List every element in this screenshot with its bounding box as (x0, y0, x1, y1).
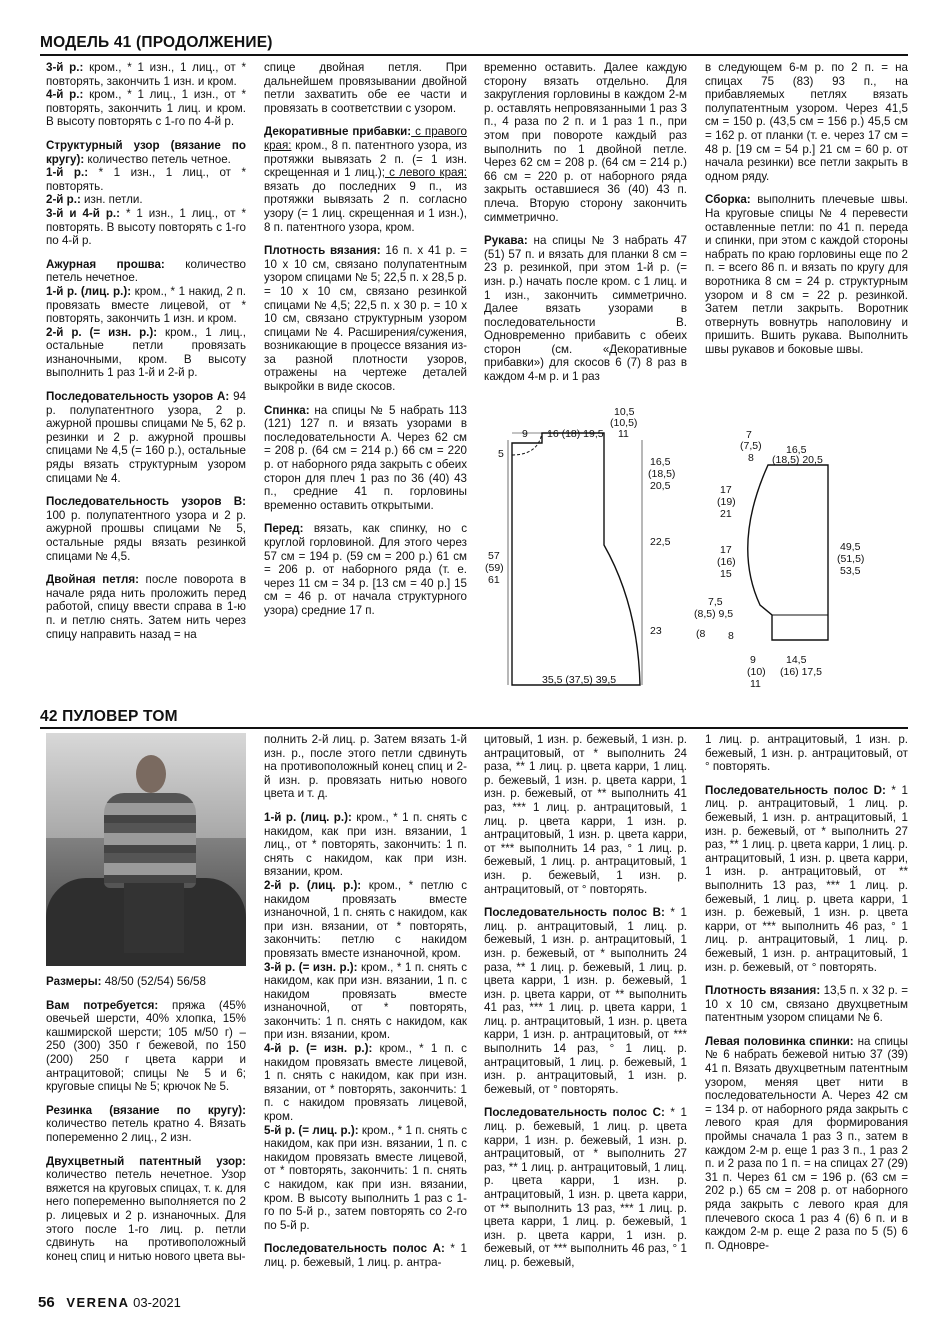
dim-53-5: 53,5 (840, 565, 861, 577)
page-title-model42: 42 ПУЛОВЕР ТОМ (40, 708, 178, 725)
dim-49-5: 49,5 (840, 541, 861, 553)
dim-9: 9 (522, 428, 528, 440)
title-rule-2 (40, 727, 908, 729)
dim-7-5b: 7,5 (708, 596, 723, 608)
dim-22-5: 22,5 (650, 536, 671, 548)
m41-column-2: спице двойная петля. При дальнейшем провязывании двойной петли захватить обе ее части и провязать в соответствии с узором. Декоративные прибавки: с правого края: кром., 8 п. патентного узора, из протяжки вывязать 2 п. (= 1 изн. скрещенная и 1 лиц.); с левого края: вязать до последних 9 п., из протяжки вывязать 2 п. согласно узору (= 1 лиц. скрещенная и 1 изн.), 8 п. патентного узора, кром. Плотность вязания: 16 п. х 41 р. = 10 х 10 см, связано полупатентным узором спицами № 5; 22,5 п. х 28,5 р. = 10 х 10 см, связано резинкой спицами № 4,5; 22,5 п. х 30 р. = 10 х 10 см, связано структурным узором спицами № 4. Расширения/сужения, возникающие в процессе вязания из-за разной плотности узоров, отражены на чертеже деталей выкройки в виде скосов. Спинка: на спицы № 5 набрать 113 (121) 127 п. и вязать узорами в последовательности А. Через 62 см = 208 р. (64 см = 214 р.) 66 см = 220 р. от наборного ряда закрыть с обеих сторон для плеч 1 раз по 36 (40) 43 п., средние 41 п. горловины временно оставить открытыми. Перед: вязать, как спинку, но с круглой горловиной. Для этого через 57 см = 194 р. (59 см = 200 р.) 61 см = 206 р. от наборного ряда (т. е. через 11 см = 34 р. [13 см = 40 р.] 15 см = 46 р. от начала структурного узора) средние 17 п. (264, 61, 468, 617)
dim-16-5: 16,5 (650, 456, 671, 468)
dim-23: 23 (650, 625, 662, 637)
dim-16: (16) (717, 556, 736, 568)
dim-21: 21 (720, 508, 732, 520)
magazine-brand: VERENA (66, 1295, 130, 1310)
dim-10-5: 10,5 (614, 406, 635, 418)
body-pattern-diagram (478, 405, 678, 695)
m42-column-1: Размеры: 48/50 (52/54) 56/58 Вам потребуется: пряжа (45% овечьей шерсти, 40% хлопка, 15% кашмирской шерсти; 105 м/50 г) – 250 (300) 350 г бежевой, по 150 (200) 250 г цвета карри и антрацитовой; спицы № 5 и 6; круговые спицы № 5; крючок № 5. Резинка (вязание по кругу): количество петель кратно 4. Вязать попеременно 2 лиц., 2 изн. Двухцветный патентный узор: количество петель нечетное. Узор вяжется на круговых спицах, т. к. для него попеременно выполняется по 2 р. лицевых и 2 р. изнаночных. Для этого после 1-го лиц. р. петли сдвинуть на противоположный конец спиц и нитью нового цвета вы- (46, 975, 246, 1263)
dim-18-5: (18,5) (648, 468, 676, 480)
dim-51-5: (51,5) (837, 553, 865, 565)
dim-7-5: (7,5) (740, 440, 762, 452)
dim-15: 15 (720, 568, 732, 580)
dim-10: (10) (747, 666, 766, 678)
dim-19: (19) (717, 496, 736, 508)
m41-column-4: в следующем 6-м р. по 2 п. = на спицах 75 (83) 93 п., на прибавляемых петлях вязать полупатентным узором. Через 41,5 см = 150 р. (43,5 см = 156 р.) 45,5 см = 162 р. от планки (т. е. через 17 см = 48 р. [19 см = 54 р.] 21 см = 60 р. от начала резинки) все петли закрыть в одном ряду. Сборка: выполнить плечевые швы. На круговые спицы № 4 перевести оставленные петли: по 41 п. переда и спинки, при этом с каждой стороны набрать по краю горловины еще по 2 п. = всего 86 п. и вязать по кругу для воротника 8 см = 24 р. структурным узором и 8 см = 22 р. резинкой. Затем петли закрыть. Воротник отвернуть вовнутрь наполовину и пришить. Вшить рукава. Выполнить швы рукавов и боковые швы. (705, 61, 908, 356)
dim-17b: 17 (720, 544, 732, 556)
dim-17a: 17 (720, 484, 732, 496)
dim-7: 7 (746, 429, 752, 441)
dim-18-5: (18,5) 20,5 (772, 454, 823, 466)
page-footer (38, 1294, 181, 1311)
body-outline (512, 433, 640, 685)
issue-number: 03-2021 (133, 1295, 181, 1310)
dim-20-5: 20,5 (650, 480, 671, 492)
dim-11: 11 (618, 428, 629, 440)
m41-column-3: временно оставить. Далее каждую сторону вязать отдельно. Для закругления горловины в каждом 2-м р. оставлять непровязанными 1 раз 3 п., 4 раза по 2 п. и 1 раз 1 п., при этом при повороте каждый раз выполнить по 1 двойной петле. Через 62 см = 208 р. (64 см = 214 р.) 66 см = 220 р. от наборного ряда закрыть оставшиеся 36 (40) 43 п. плеча. Вторую сторону закончить симметрично. Рукава: на спицы № 3 набрать 47 (51) 57 п. и вязать для планки 8 см = 23 р. резинкой, при этом 1-й р. (= изн. р.) начать после кром. с 1 лиц. и 1 изн., закончить симметрично. Далее вязать узорами в последовательности В. Одновременно прибавить с обеих сторон (см. «Декоративные прибавки») для скосов 6 (7) 8 раз в каждом 4-м р. и 1 раз (484, 61, 687, 384)
sleeve-pattern-diagram (690, 425, 890, 695)
dim-8b: (8 (696, 628, 706, 640)
title-rule (40, 54, 908, 56)
model-photo (46, 733, 246, 966)
dim-8-5: (8,5) 9,5 (694, 608, 734, 620)
page-number: 56 (38, 1294, 55, 1311)
m42-column-4: 1 лиц. р. антрацитовый, 1 изн. р. бежевый, 1 изн. р. антрацитовый, от ° повторять. Последовательность полос D: * 1 лиц. р. антрацитовый, 1 лиц. р. бежевый, 1 изн. р. антрацитовый, 1 изн. р. бежевый, от * выполнить 27 раз, ** 1 лиц. р. цвета карри, 1 лиц. р. антрацитовый, 1 изн. р. цвета карри, 1 изн. р. антрацитовый, от ** выполнить 13 раз, *** 1 лиц. р. бежевый, 1 лиц. р. цвета карри, 1 изн. р. бежевый, 1 изн. р. цвета карри, от *** выполнить 46 раз, ° 1 лиц. р. антрацитовый, 1 лиц. р. бежевый, 1 изн. р. антрацитовый, 1 изн. р. бежевый, от ° повторять. Плотность вязания: 13,5 п. х 32 р. = 10 х 10 см, связано двухцветным патентным узором спицами № 6. Левая половинка спинки: на спицы № 6 набрать бежевой нитью 37 (39) 41 п. Вязать двухцветным патентным узором, меняя цвет нити в последовательности А. Через 42 см = 134 р. от наборного ряда закрыть с левого края для формирования проймы сначала 1 раз 3 п., затем в каждом 2-м р. еще 1 раз 3 п., 1 раз 2 п. и 2 раза по 1 п. = на спицах 27 (29) 31 п. Через 61 см = 196 р. (63 см = 202 р.) 65 см = 208 р. от наборного ряда закрыть с левого края для плечевого скоса 1 раз 4 (6) 6 п. и в каждом 2-м р. еще 2 раза по 5 (5) 6 п. Одновре- (705, 733, 908, 1252)
dim-61: 61 (488, 574, 500, 586)
dim-59: (59) (485, 562, 504, 574)
dim-8c: 8 (728, 630, 734, 642)
dim-57: 57 (488, 550, 500, 562)
dim-11: 11 (750, 678, 761, 690)
sleeve-outline (748, 465, 828, 640)
dim-16-17: (16) 17,5 (780, 666, 823, 678)
m42-column-3: цитовый, 1 изн. р. бежевый, 1 изн. р. антрацитовый, от * выполнить 24 раза, ** 1 лиц. р. цвета карри, 1 лиц. р. бежевый, 1 изн. р. цвета карри, 1 изн. р. бежевый, от ** выполнить 41 раз, *** 1 лиц. р. антрацитовый, 1 лиц. р. цвета карри, 1 изн. р. антрацитовый, 1 изн. р. цвета карри, от *** выполнить 14 раз, ° 1 лиц. р. бежевый, 1 лиц. р. антрацитовый, 1 изн. р. бежевый, 1 изн. р. антрацитовый, от ° повторять. Последовательность полос В: * 1 лиц. р. антрацитовый, 1 лиц. р. бежевый, 1 изн. р. антрацитовый, 1 изн. р. бежевый, от * выполнить 24 раза, ** 1 лиц. р. бежевый, 1 лиц. р. цвета карри, 1 изн. р. бежевый, 1 изн. р. цвета карри, от ** выполнить 41 раз, *** 1 лиц. р. цвета карри, 1 лиц. р. антрацитовый, 1 изн. р. цвета карри, 1 изн. р. антрацитовый, от *** выполнить 14 раз, ° 1 лиц. р. антрацитовый, 1 лиц. р. бежевый, 1 изн. р. антрацитовый, 1 изн. р. бежевый, от ° повторять. Последовательность полос С: * 1 лиц. р. бежевый, 1 лиц. р. цвета карри, 1 изн. р. бежевый, 1 изн. р. антрацитовый, от * выполнить 27 раз, ** 1 лиц. р. антрацитовый, 1 лиц. р. цвета карри, 1 изн. р. антрацитовый, 1 изн. р. цвета карри, от ** выполнить 13 раз, *** 1 лиц. р. цвета карри, 1 лиц. р. бежевый, 1 изн. р. цвета карри, 1 изн. р. бежевый, от *** выполнить 46 раз, ° 1 лиц. р. бежевый, (484, 733, 687, 1269)
dim-5: 5 (498, 448, 504, 460)
dim-9: 9 (750, 654, 756, 666)
m41-column-1: 3-й р.: кром., * 1 изн., 1 лиц., от * повторять, закончить 1 изн. и кром. 4-й р.: кром., * 1 лиц., 1 изн., от * повторять, закончить 1 лиц. и кром. В высоту повторять с 1-го по 4-й р. Структурный узор (вязание по кругу): количество петель четное. 1-й р.: * 1 изн., 1 лиц., от * повторять. 2-й р.: изн. петли. 3-й и 4-й р.: * 1 изн., 1 лиц., от * повторять. В высоту повторять с 1-го по 4-й р. Ажурная прошва: количество петель нечетное. 1-й р. (лиц. р.): кром., * 1 накид, 2 п. провязать вместе лицевой, от * повторять, закончить 1 изн. и кром. 2-й р. (= изн. р.): кром., 1 лиц., остальные петли провязать изнаночными, кром. В высоту выполнить 1 раз 1-й и 2-й р. Последовательность узоров А: 94 р. полупатентного узора, 2 р. ажурной прошвы спицами № 5, 62 р. резинки и 2 р. ажурной прошвы спицами № 4,5 (= 160 р.), остальные ряды вязать структурным узором спицами № 4. Последовательность узоров В: 100 р. полупатентного узора и 2 р. ажурной прошвы спицами № 5, остальные ряды вязать резинкой спицами № 4,5. Двойная петля: после поворота в начале ряда нить проложить перед работой, спицу ввести справа в 1-ю п. и петлю снять. Затем нить через спицу направить назад = на (46, 61, 246, 641)
dim-14-5: 14,5 (786, 654, 807, 666)
dim-10-5b: (10,5) (610, 417, 638, 429)
page-title-model41: МОДЕЛЬ 41 (ПРОДОЛЖЕНИЕ) (40, 34, 273, 51)
dim-16: 16 (18) 19,5 (547, 428, 604, 440)
dim-8: 8 (748, 452, 754, 464)
dim-16-5: 16,5 (786, 444, 807, 456)
m42-column-2: полнить 2-й лиц. р. Затем вязать 1-й изн. р., после этого петли сдвинуть на противоположный конец спиц и 2-й изн. р. провязать нитью нового цвета и т. д. 1-й р. (лиц. р.): кром., * 1 п. снять с накидом, как при изн. вязании, 1 лиц., от * повторять, закончить: 1 п. снять с накидом, как при изн. вязании, кром. 2-й р. (лиц. р.): кром., * петлю с накидом провязать вместе изнаночной, 1 п. снять с накидом, как при изн. вязании, от * повторять, закончить: петлю с накидом провязать вместе изнаночной, кром. 3-й р. (= изн. р.): кром., * 1 п. снять с накидом, как при изн. вязании, 1 п. с накидом провязать вместе изнаночной, от * повторять, закончить: 1 п. снять с накидом, как при изн. вязании, кром. 4-й р. (= изн. р.): кром., * 1 п. с накидом провязать вместе лицевой, 1 п. снять с накидом, как при изн. вязании, от * повторять, закончить: 1 п. с накидом провязать лицевой, кром. 5-й р. (= лиц. р.): кром., * 1 п. снять с накидом, как при изн. вязании, 1 п. с накидом провязать вместе лицевой, от * повторять, закончить: 1 п. снять с накидом, как при изн. вязании, кром. В высоту выполнить 1 раз с 1-го по 5-й р., затем повторять со 2-го по 5-й р. Последовательность полос А: * 1 лиц. р. бежевый, 1 лиц. р. антра- (264, 733, 468, 1269)
dim-bottom: 35,5 (37,5) 39,5 (542, 674, 617, 686)
